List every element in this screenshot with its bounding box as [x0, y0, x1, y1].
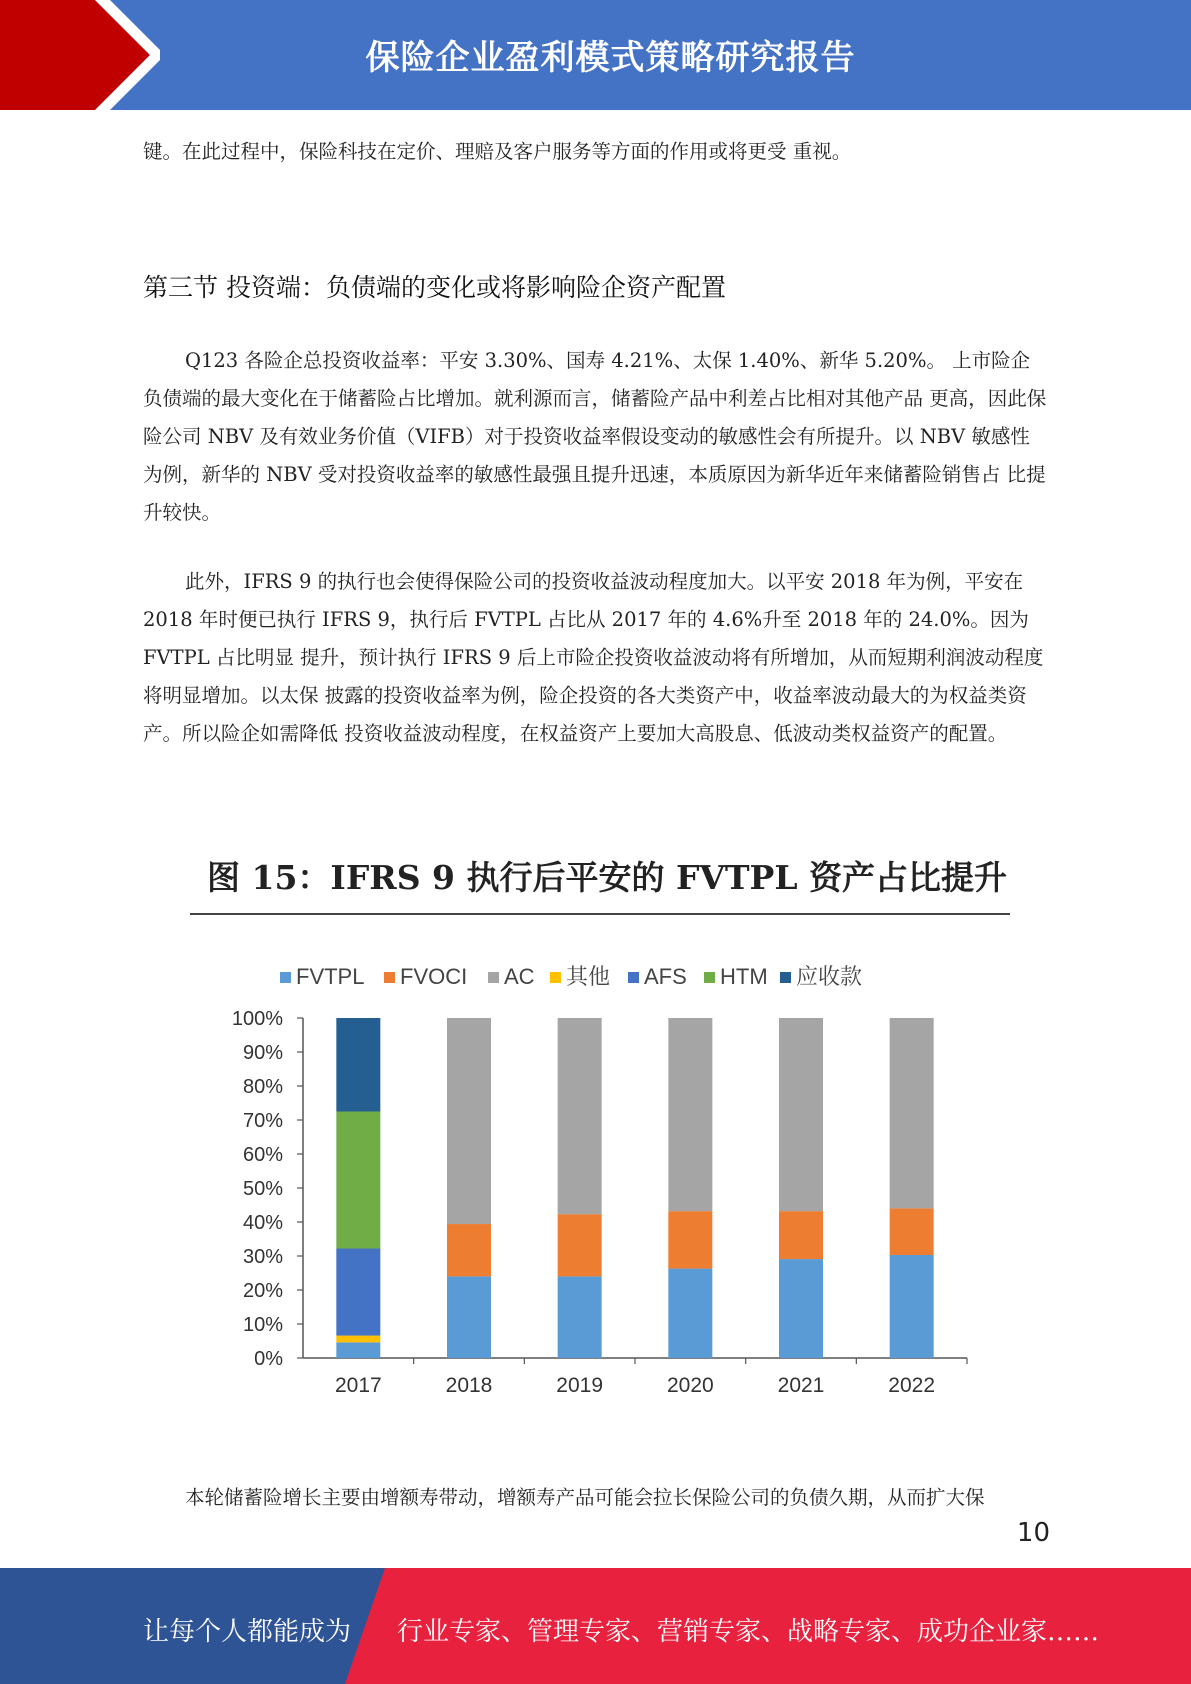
legend-swatch-0: [280, 972, 291, 983]
page-header: [0, 0, 1191, 110]
bar-2018-AC: [447, 1018, 491, 1224]
legend-swatch-1: [384, 972, 395, 983]
y-tick-label-4: 40%: [242, 1212, 283, 1234]
bar-2020-AC: [668, 1018, 712, 1211]
bar-2020-FVOCI: [668, 1211, 712, 1268]
bar-2018-FVOCI: [447, 1224, 491, 1276]
y-tick-label-7: 70%: [242, 1110, 283, 1132]
section-title: 第三节 投资端：负债端的变化或将影响险企资产配置: [143, 273, 726, 302]
page-number: 10: [1016, 1518, 1050, 1548]
y-tick-label-5: 50%: [242, 1178, 283, 1200]
legend-swatch-4: [628, 972, 639, 983]
bar-2020-FVTPL: [668, 1269, 712, 1358]
bar-2021-AC: [779, 1018, 823, 1211]
bar-2019-FVTPL: [558, 1276, 602, 1358]
legend-swatch-6: [780, 972, 791, 983]
bar-2017-其他: [336, 1336, 380, 1343]
y-tick-label-9: 90%: [242, 1042, 283, 1064]
y-tick-label-10: 100%: [231, 1008, 283, 1030]
bar-2017-AFS: [336, 1249, 380, 1336]
legend-label-5: HTM: [720, 964, 768, 989]
bar-2019-FVOCI: [558, 1214, 602, 1276]
bar-2021-FVOCI: [779, 1211, 823, 1259]
intro-line: 键。在此过程中，保险科技在定价、理赔及客户服务等方面的作用或将更受 重视。: [143, 140, 852, 163]
y-tick-label-0: 0%: [254, 1348, 283, 1370]
footer-slogan-left: 让每个人都能成为: [143, 1617, 352, 1647]
bar-2022-AC: [890, 1018, 934, 1208]
y-tick-label-2: 20%: [242, 1280, 283, 1302]
legend-label-0: FVTPL: [296, 964, 365, 989]
page-footer: [0, 1568, 1191, 1684]
bar-2019-AC: [558, 1018, 602, 1214]
footer-slogan-right: 行业专家、管理专家、营销专家、战略专家、成功企业家……: [397, 1617, 1100, 1647]
legend-label-6: 应收款: [796, 964, 863, 989]
figure-title: 图 15：IFRS 9 执行后平安的 FVTPL 资产占比提升: [207, 858, 1008, 897]
y-tick-label-3: 30%: [242, 1246, 283, 1268]
bar-2017-应收款: [336, 1018, 380, 1112]
bar-2017-HTM: [336, 1112, 380, 1249]
report-title: 保险企业盈利模式策略研究报告: [365, 38, 856, 78]
bar-2017-FVTPL: [336, 1342, 380, 1358]
y-tick-label-6: 60%: [242, 1144, 283, 1166]
legend-label-4: AFS: [644, 964, 687, 989]
legend-swatch-2: [488, 972, 499, 983]
x-tick-label-1: 2018: [445, 1374, 493, 1397]
bar-2018-FVTPL: [447, 1276, 491, 1358]
x-tick-label-0: 2017: [334, 1374, 382, 1397]
stacked-bar-chart: [205, 940, 995, 1415]
bar-2022-FVTPL: [890, 1255, 934, 1358]
legend-label-1: FVOCI: [400, 964, 468, 989]
bar-2021-FVTPL: [779, 1259, 823, 1358]
bar-2022-FVOCI: [890, 1208, 934, 1255]
x-tick-label-5: 2022: [888, 1374, 936, 1397]
x-tick-label-2: 2019: [556, 1374, 604, 1397]
figure-title-rule: [190, 913, 1010, 915]
legend-label-3: 其他: [566, 964, 611, 989]
paragraph-2: 此外，IFRS 9 的执行也会使得保险公司的投资收益波动程度加大。以平安 2018 年为例，平安在 2018 年时便已执行 IFRS 9，执行后 FVTPL 占比从 2017 年的 4.6%升至 2018 年的 24.0%。因为 FVTPL 占比明显 提升，预计执行 IFRS 9 后上市险企投资收益波动将有所增加，从而短期利润波动程度将明显增加。以太保 披露的投资收益率为例，险企投资的各大类资产中，收益率波动最大的为权益类资产。所以险企如需降低 投资收益波动程度，在权益资产上要加大高股息、低波动类权益资产的配置。: [143, 570, 1044, 745]
y-tick-label-8: 80%: [242, 1076, 283, 1098]
legend-swatch-3: [550, 972, 561, 983]
legend-label-2: AC: [504, 964, 535, 989]
paragraph-1: Q123 各险企总投资收益率：平安 3.30%、国寿 4.21%、太保 1.40%、新华 5.20%。 上市险企负债端的最大变化在于储蓄险占比增加。就利源而言，储蓄险产品中利差占比相对其他产品 更高，因此保险公司 NBV 及有效业务价值（VIFB）对于投资收益率假设变动的敏感性会有所提升。以 NBV 敏感性为例，新华的 NBV 受对投资收益率的敏感性最强且提升迅速，本质原因为新华近年来储蓄险销售占 比提升较快。: [143, 349, 1047, 524]
x-tick-label-3: 2020: [666, 1374, 714, 1397]
x-tick-label-4: 2021: [777, 1374, 825, 1397]
y-tick-label-1: 10%: [242, 1314, 283, 1336]
legend-swatch-5: [704, 972, 715, 983]
last-line: 本轮储蓄险增长主要由增额寿带动，增额寿产品可能会拉长保险公司的负债久期，从而扩大保: [185, 1486, 985, 1509]
